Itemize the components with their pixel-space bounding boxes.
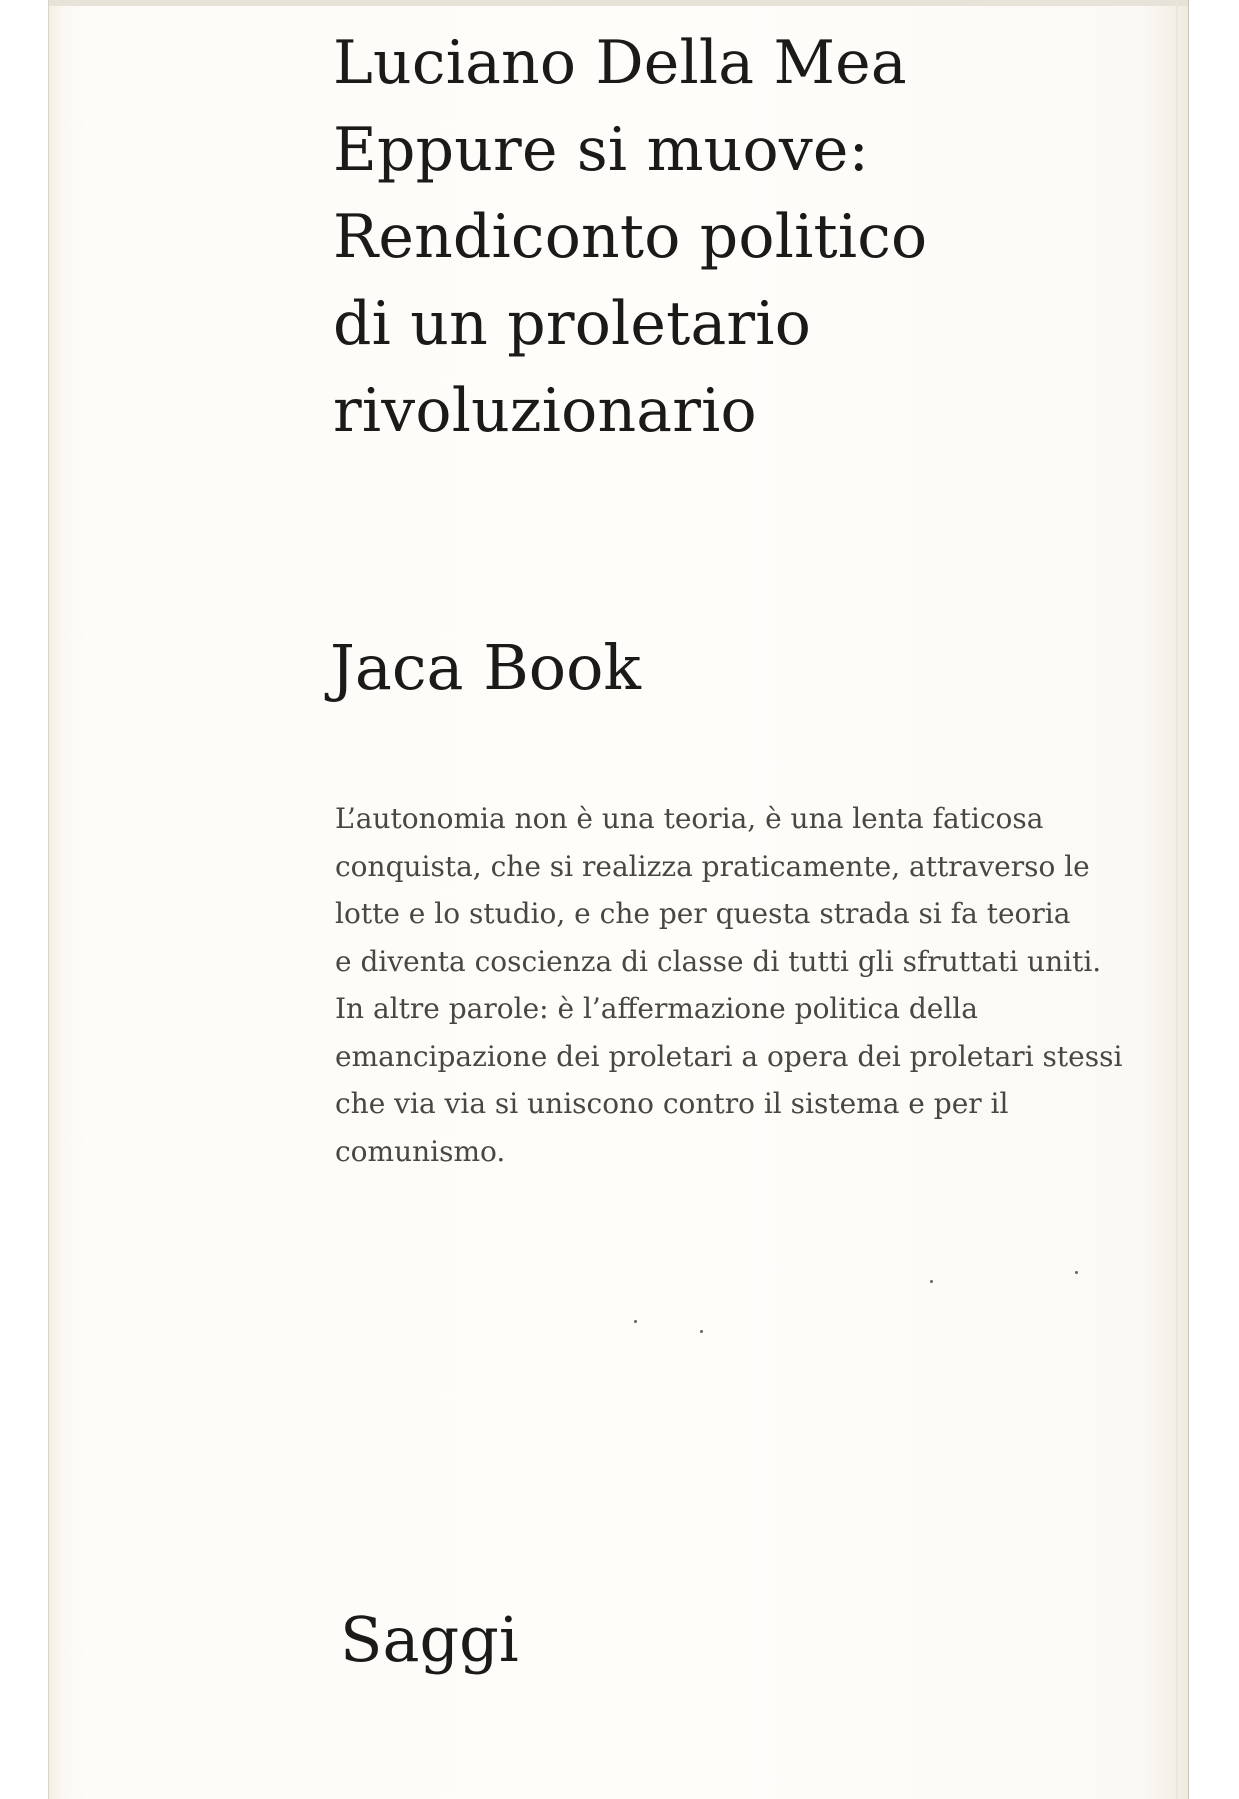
paper-speck (634, 1320, 637, 1323)
blurb-line: conquista, che si realizza praticamente, attraverso le (335, 849, 1090, 883)
cover-top-edge (49, 0, 1188, 6)
title-line: di un proletario (333, 289, 812, 359)
paper-speck (1075, 1271, 1078, 1274)
blurb-line: In altre parole: è l’affermazione politica della (335, 992, 978, 1025)
blurb-line: lotte e lo studio, e che per questa strada si fa teoria (335, 897, 1071, 930)
title-line: Eppure si muove: (333, 115, 870, 185)
blurb-line: emancipazione dei proletari a opera dei proletari stessi (335, 1039, 1123, 1073)
blurb-line: che via via si uniscono contro il sistema e per il (335, 1087, 1009, 1120)
blurb-line: L’autonomia non è una teoria, è una lenta faticosa (335, 802, 1044, 835)
publisher-name: Jaca Book (330, 631, 641, 704)
paper-speck (700, 1330, 703, 1333)
paper-speck (930, 1280, 933, 1283)
title-block (333, 20, 1133, 455)
author-name: Luciano Della Mea (333, 28, 907, 98)
title-line: rivoluzionario (333, 376, 757, 446)
blurb-line: e diventa coscienza di classe di tutti gli sfruttati uniti. (335, 944, 1102, 978)
blurb-line: comunismo. (335, 1134, 506, 1168)
cover-spine-edge (1176, 0, 1178, 1799)
blurb-paragraph (335, 795, 1170, 1175)
series-name: Saggi (340, 1603, 519, 1676)
title-line: Rendiconto politico (333, 202, 928, 272)
